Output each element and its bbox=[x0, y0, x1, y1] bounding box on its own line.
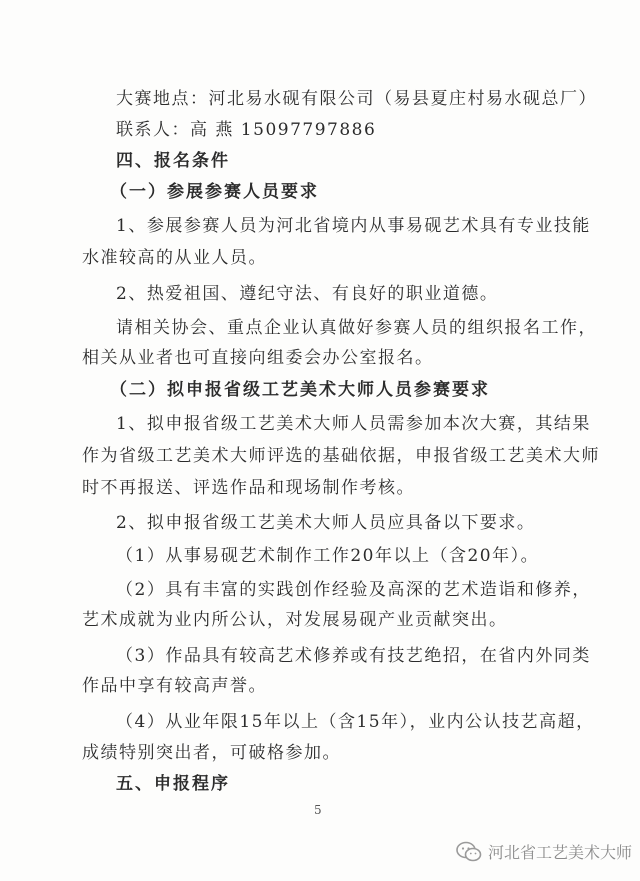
wechat-icon bbox=[456, 841, 482, 863]
subsection-1-heading: （一）参展参赛人员要求 bbox=[110, 182, 319, 202]
watermark bbox=[456, 840, 632, 863]
paragraph-line: 请相关协会、重点企业认真做好参赛人员的组织报名工作， bbox=[116, 318, 597, 338]
list-item-2: （2）具有丰富的实践创作经验及高深的艺术造诣和修养， bbox=[116, 580, 591, 600]
paragraph-line: 水准较高的从业人员。 bbox=[82, 248, 267, 268]
page-number: 5 bbox=[314, 803, 322, 817]
paragraph-line: 2、热爱祖国、遵纪守法、有良好的职业道德。 bbox=[116, 284, 499, 304]
paragraph-line: 2、拟申报省级工艺美术大师人员应具备以下要求。 bbox=[116, 513, 536, 533]
list-item-3: （3）作品具有较高艺术修养或有技艺绝招，在省内外同类 bbox=[116, 646, 591, 666]
subsection-2-heading: （二）拟申报省级工艺美术大师人员参赛要求 bbox=[110, 380, 490, 400]
paragraph-line: 1、拟申报省级工艺美术大师人员需参加本次大赛，其结果 bbox=[116, 414, 591, 434]
paragraph-line: 作品中享有较高声誉。 bbox=[82, 676, 267, 696]
contact-line: 联系人：高 燕 15097797886 bbox=[116, 120, 377, 140]
paragraph-line: 1、参展参赛人员为河北省境内从事易砚艺术具有专业技能 bbox=[116, 216, 591, 236]
watermark-text: 河北省工艺美术大师 bbox=[487, 843, 632, 862]
section-5-heading: 五、申报程序 bbox=[116, 774, 230, 794]
paragraph-line: 时不再报送、评选作品和现场制作考核。 bbox=[82, 478, 415, 498]
paragraph-line: 艺术成就为业内所公认，对发展易砚产业贡献突出。 bbox=[82, 610, 508, 630]
paragraph-line: 作为省级工艺美术大师评选的基础依据，申报省级工艺美术大师 bbox=[82, 446, 600, 466]
list-item-1: （1）从事易砚艺术制作工作20年以上（含20年）。 bbox=[116, 546, 540, 566]
section-4-heading: 四、报名条件 bbox=[116, 151, 230, 171]
venue-line: 大赛地点：河北易水砚有限公司（易县夏庄村易水砚总厂） bbox=[116, 89, 597, 109]
paragraph-line: 相关从业者也可直接向组委会办公室报名。 bbox=[82, 348, 434, 368]
paragraph-line: 成绩特别突出者，可破格参加。 bbox=[82, 743, 341, 763]
list-item-4: （4）从业年限15年以上（含15年），业内公认技艺高超， bbox=[116, 712, 595, 732]
